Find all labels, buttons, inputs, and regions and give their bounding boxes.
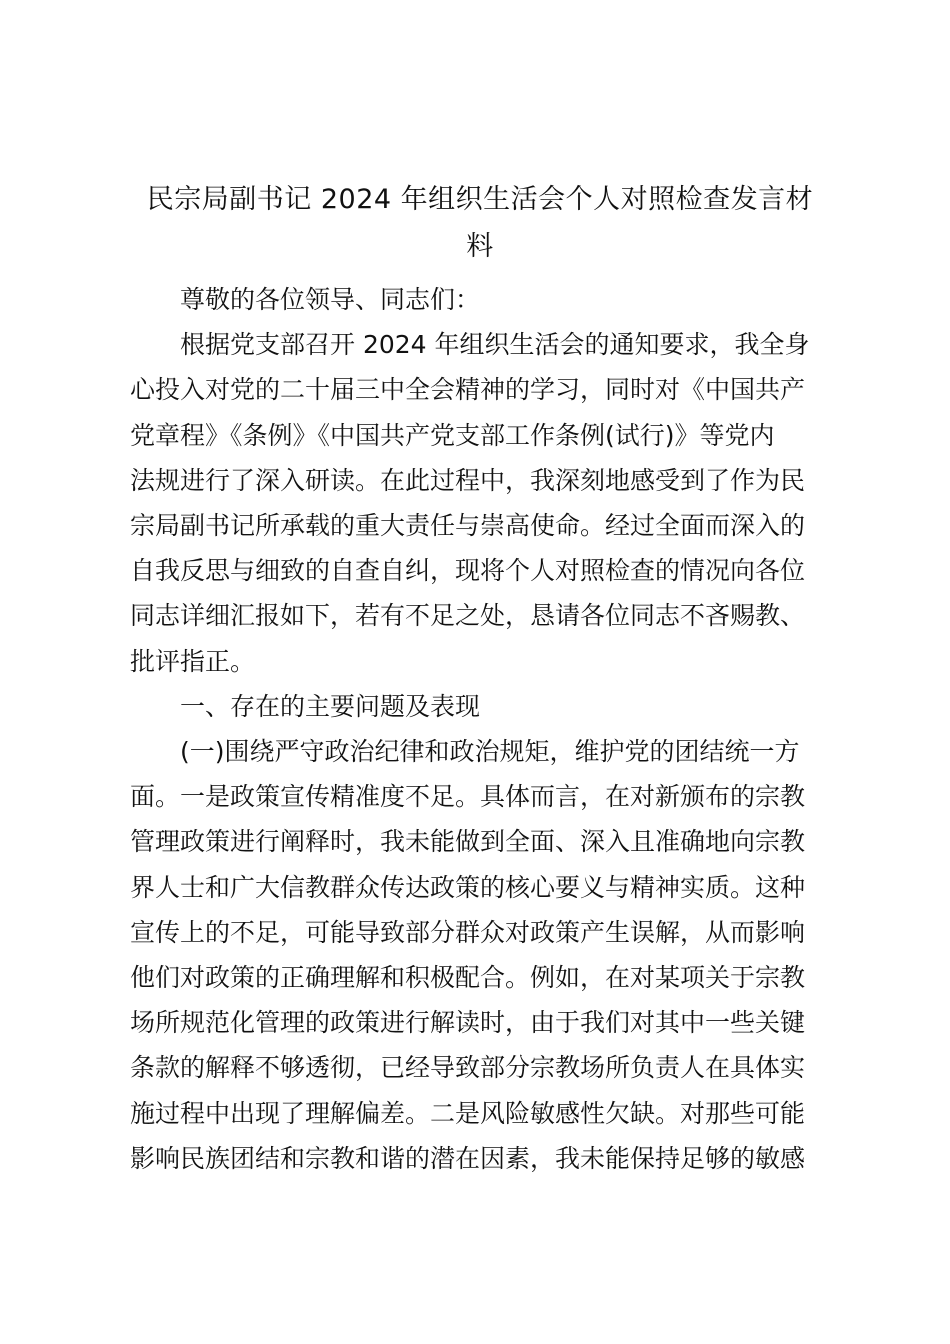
paragraph-line: (一)围绕严守政治纪律和政治规矩，维护党的团结统一方 bbox=[180, 737, 800, 767]
paragraph-line: 管理政策进行阐释时，我未能做到全面、深入且准确地向宗教 bbox=[130, 827, 806, 857]
section-heading-text: 一、存在的主要问题及表现 bbox=[180, 691, 481, 721]
paragraph-line: 心投入对党的二十届三中全会精神的学习，同时对《中国共产 bbox=[130, 375, 806, 405]
paragraph-line: 根据党支部召开 2024 年组织生活会的通知要求，我全身 bbox=[180, 330, 810, 360]
paragraph-line: 党章程》《条例》《中国共产党支部工作条例(试行)》等党内 bbox=[130, 420, 775, 450]
paragraph-line: 影响民族团结和宗教和谐的潜在因素，我未能保持足够的敏感 bbox=[130, 1143, 806, 1173]
title-line: 民宗局副书记 2024 年组织生活会个人对照检查发言材 bbox=[146, 184, 814, 215]
section-heading bbox=[130, 684, 820, 729]
paragraph-line: 自我反思与细致的自查自纠，现将个人对照检查的情况向各位 bbox=[130, 556, 806, 586]
salutation-text: 尊敬的各位领导、同志们： bbox=[180, 285, 481, 314]
paragraph-line: 批评指正。 bbox=[130, 646, 256, 676]
paragraph-line: 条款的解释不够透彻，已经导致部分宗教场所负责人在具体实 bbox=[130, 1053, 806, 1083]
title-line: 料 bbox=[466, 231, 494, 262]
paragraph-line: 他们对政策的正确理解和积极配合。例如，在对某项关于宗教 bbox=[130, 963, 806, 993]
document-title bbox=[120, 176, 840, 270]
paragraph-line: 宗局副书记所承载的重大责任与崇高使命。经过全面而深入的 bbox=[130, 511, 806, 541]
salutation bbox=[130, 277, 820, 322]
paragraph-line: 面。一是政策宣传精准度不足。具体而言，在对新颁布的宗教 bbox=[130, 782, 806, 812]
paragraph-line: 法规进行了深入研读。在此过程中，我深刻地感受到了作为民 bbox=[130, 465, 806, 495]
paragraph-line: 界人士和广大信教群众传达政策的核心要义与精神实质。这种 bbox=[130, 872, 806, 902]
paragraph-line: 宣传上的不足，可能导致部分群众对政策产生误解，从而影响 bbox=[130, 917, 806, 947]
intro-paragraph bbox=[130, 322, 820, 684]
paragraph-line: 场所规范化管理的政策进行解读时，由于我们对其中一些关键 bbox=[130, 1008, 806, 1038]
issues-paragraph bbox=[130, 729, 820, 1181]
document-body bbox=[130, 277, 820, 1181]
paragraph-line: 施过程中出现了理解偏差。二是风险敏感性欠缺。对那些可能 bbox=[130, 1098, 806, 1128]
paragraph-line: 同志详细汇报如下，若有不足之处，恳请各位同志不吝赐教、 bbox=[130, 601, 806, 631]
